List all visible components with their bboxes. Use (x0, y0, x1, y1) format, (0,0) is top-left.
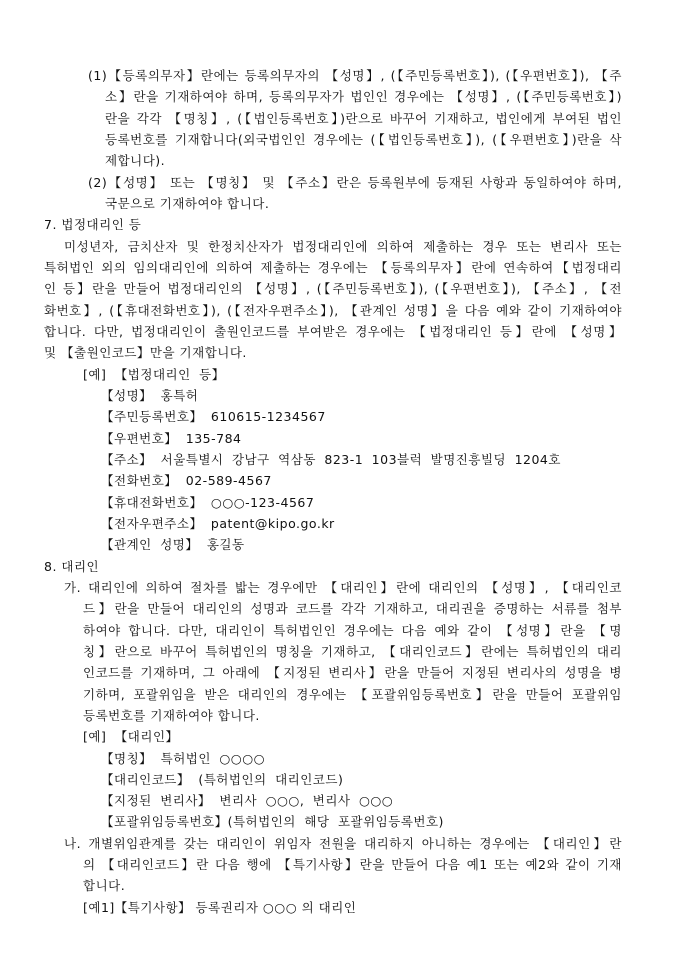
example-field-line: 【휴대전화번호】 ○○○-123-4567 (101, 494, 315, 510)
section-7-heading: 7. 법정대리인 등 (44, 217, 142, 233)
example-field-line: 【지정된 변리사】 변리사 ○○○, 변리사 ○○○ (101, 793, 394, 809)
document-line: 미성년자, 금치산자 및 한정치산자가 법정대리인에 의하여 제출하는 경우 또는 변리사 또는 (64, 238, 622, 254)
document-line: 기하며, 포괄위임을 받은 대리인의 경우에는 【포괄위임등록번호】란을 만들어 포괄위임 (83, 686, 622, 702)
document-line: 소】란을 기재하여야 하며, 등록의무자가 법인인 경우에는 【성명】, (【주민등록번호】) (105, 89, 622, 105)
example-field-line: 【성명】 홍특허 (101, 387, 199, 403)
document-line: 특허법인 외의 임의대리인에 의하여 제출하는 경우에는 【등록의무자】란에 연속하여【법정대리 (44, 259, 622, 275)
document-line: 화번호】, (【휴대전화번호】), (【전자우편주소】), 【관계인 성명】을 다음 예와 같이 기재하여야 (44, 302, 622, 318)
document-line: 인코드를 기재하며, 그 아래에 【지정된 변리사】란을 만들어 지정된 변리사의 성명을 병 (83, 665, 622, 681)
document-line: 등록번호를 기재하여야 합니다. (83, 707, 260, 723)
example-label-line: [예] 【법정대리인 등】 (83, 366, 225, 382)
example-field-line: 【대리인코드】 (특허법인의 대리인코드) (101, 771, 344, 787)
document-line: 합니다. (83, 878, 126, 894)
document-line: 인 등】란을 만들어 법정대리인의 【성명】, (【주민등록번호】), (【우편번호】), 【주소】, 【전 (44, 281, 622, 297)
document-line: (1)【등록의무자】란에는 등록의무자의 【성명】, (【주민등록번호】), (【우편번호】), 【주 (88, 68, 622, 83)
document-line: 제합니다). (105, 153, 166, 169)
document-line: 란을 각각 【명칭】, (【법인등록번호】)란으로 바꾸어 기재하고, 법인에게 부여된 법인 (105, 110, 622, 126)
section-8-heading: 8. 대리인 (44, 558, 100, 574)
document-line: 합니다. 다만, 법정대리인이 출원인코드를 부여받은 경우에는 【법정대리인 등】란에 【성명】 (44, 323, 622, 339)
example-field-line: 【관계인 성명】 홍길동 (101, 537, 245, 553)
document-line: 칭】란으로 바꾸어 특허법인의 명칭을 기재하고, 【대리인코드】란에는 특허법인의 대리 (83, 643, 622, 659)
document-line: 의 【대리인코드】란 다음 행에 【특기사항】란을 만들어 다음 예1 또는 예2와 같이 기재 (83, 857, 622, 873)
document-line: 드】란을 만들어 대리인의 성명과 코드를 각각 기재하고, 대리권을 증명하는 서류를 첨부 (83, 601, 622, 617)
example-field-line: 【주민등록번호】 610615-1234567 (101, 409, 326, 425)
document-line: 나. 개별위임관계를 갖는 대리인이 위임자 전원을 대리하지 아니하는 경우에는 【대리인】란 (64, 835, 622, 851)
example-label-line: [예] 【대리인】 (83, 729, 179, 745)
document-line: 하여야 합니다. 다만, 대리인이 특허법인인 경우에는 다음 예와 같이 【성명】란을 【명 (83, 622, 622, 638)
example-field-line: 【포괄위임등록번호】(특허법인의 해당 포괄위임등록번호) (101, 814, 444, 830)
document-line: 가. 대리인에 의하여 절차를 밟는 경우에만 【대리인】란에 대리인의 【성명】, 【대리인코 (64, 579, 622, 595)
example-field-line: 【전화번호】 02-589-4567 (101, 473, 272, 489)
example-field-line: 【전자우편주소】 patent@kipo.go.kr (101, 515, 335, 531)
document-line: 및 【출원인코드】만을 기재합니다. (44, 345, 247, 361)
example-field-line: 【명칭】 특허법인 ○○○○ (101, 750, 266, 766)
example-field-line: 【주소】 서울특별시 강남구 역삼동 823-1 103블럭 발명진흥빌딩 1204호 (101, 451, 561, 467)
example-field-line: 【우편번호】 135-784 (101, 430, 242, 446)
example-label-line: [예1]【특기사항】 등록권리자 ○○○ 의 대리인 (83, 899, 357, 915)
document-line: 등록번호를 기재합니다(외국법인인 경우에는 (【법인등록번호】), (【우편번호】)란을 삭 (105, 131, 622, 147)
document-line: (2)【성명】 또는 【명칭】 및 【주소】란은 등록원부에 등재된 사항과 동일하여야 하며, (88, 174, 622, 190)
document-line: 국문으로 기재하여야 합니다. (105, 195, 270, 211)
